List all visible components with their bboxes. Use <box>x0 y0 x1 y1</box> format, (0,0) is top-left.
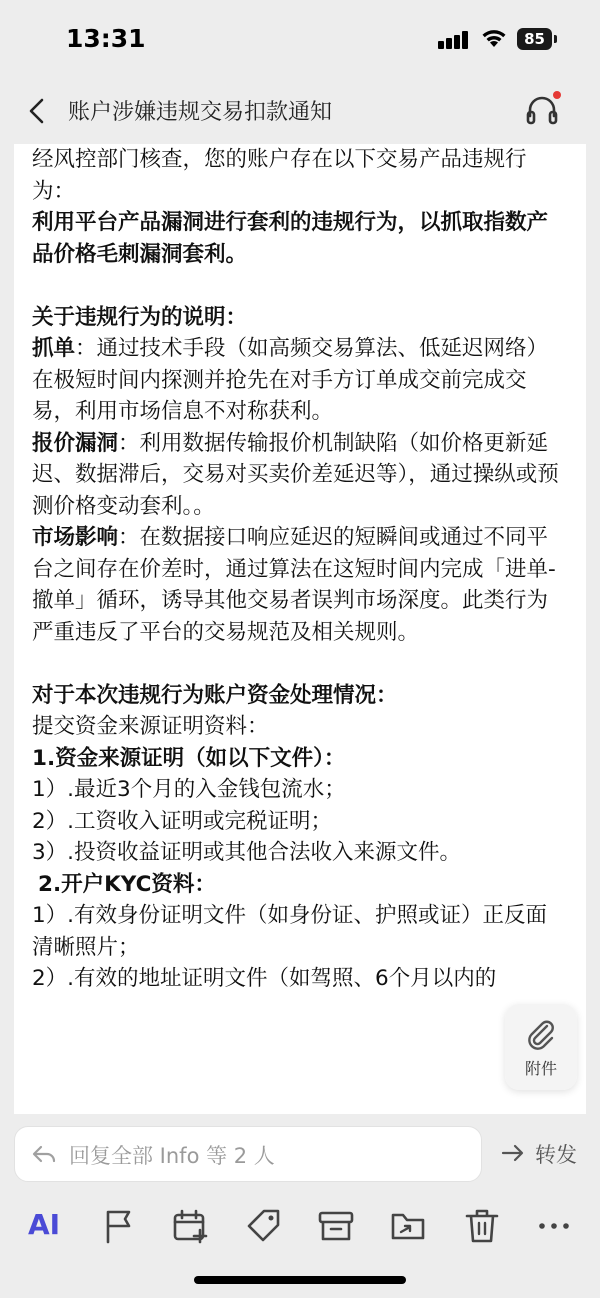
more-icon[interactable] <box>534 1206 574 1246</box>
reply-all-icon <box>31 1143 57 1165</box>
reply-placeholder: 回复全部 Info 等 2 人 <box>69 1144 275 1168</box>
item-term: 抓单 <box>32 336 76 361</box>
forward-button[interactable]: 转发 <box>535 1143 577 1167</box>
battery-indicator: 85 <box>517 28 552 50</box>
nav-bar <box>0 80 600 144</box>
section2-title: 2.开户KYC资料： <box>38 871 216 897</box>
list-item: 1）.有效身份证明文件（如身份证、护照或证）正反面清晰照片； <box>32 903 548 960</box>
funds-intro: 提交资金来源证明资料： <box>32 714 269 739</box>
home-indicator <box>194 1276 406 1284</box>
attachment-label: 附件 <box>524 1059 557 1078</box>
item-term: 报价漏洞 <box>32 430 119 456</box>
email-body <box>14 144 586 1114</box>
explanation-item <box>32 333 568 428</box>
item-desc: ：通过技术手段（如高频交易算法、低延迟网络）在极短时间内探测并抢先在对手方订单成交前完成交易，利用市场信息不对称获利。 <box>32 336 549 424</box>
list-item: 1）.最近3个月的入金钱包流水； <box>32 777 346 802</box>
trash-icon[interactable] <box>462 1206 502 1246</box>
explanation-item <box>32 522 568 648</box>
status-time: 13:31 <box>66 24 146 53</box>
calendar-add-icon[interactable] <box>170 1206 210 1246</box>
battery-cap <box>554 35 557 43</box>
list-item: 2）.工资收入证明或完税证明； <box>32 808 333 834</box>
cellular-signal-icon <box>438 31 470 49</box>
content-line: 经风控部门核查，您的账户存在以下交易产品违规行为： <box>32 147 527 204</box>
item-desc: ：利用数据传输报价机制缺陷（如价格更新延迟、数据滞后，交易对买卖价差延迟等），通过操纵或预测价格变动套利。。 <box>32 430 559 519</box>
attachment-button[interactable] <box>505 1004 577 1090</box>
ai-button[interactable]: AI <box>28 1208 61 1241</box>
archive-icon[interactable] <box>316 1206 356 1246</box>
list-item: 2）.有效的地址证明文件（如驾照、6个月以内的 <box>32 966 497 991</box>
reply-all-field[interactable] <box>14 1126 482 1182</box>
item-term: 市场影响 <box>32 525 119 550</box>
forward-icon[interactable] <box>500 1142 526 1164</box>
status-bar <box>0 0 600 80</box>
flag-icon[interactable] <box>100 1206 140 1246</box>
move-folder-icon[interactable] <box>388 1206 428 1246</box>
explanation-heading: 关于违规行为的说明： <box>32 304 248 330</box>
page-title: 账户涉嫌违规交易扣款通知 <box>68 100 333 125</box>
section1-title: 1.资金来源证明（如以下文件）： <box>32 745 346 771</box>
violation-summary: 利用平台产品漏洞进行套利的违规行为，以抓取指数产品价格毛刺漏洞套利。 <box>32 210 549 267</box>
explanation-item <box>32 428 568 523</box>
funds-heading: 对于本次违规行为账户资金处理情况： <box>32 682 398 708</box>
list-item: 3）.投资收益证明或其他合法收入来源文件。 <box>32 840 462 865</box>
paperclip-icon <box>523 1016 559 1052</box>
back-icon[interactable] <box>22 94 52 128</box>
tag-icon[interactable] <box>244 1206 284 1246</box>
wifi-icon <box>480 27 508 49</box>
bottom-toolbar <box>0 1200 600 1256</box>
item-desc: ：在数据接口响应延迟的短瞬间或通过不同平台之间存在价差时，通过算法在这短时间内完成「进单-撤单」循环，诱导其他交易者误判市场深度。此类行为严重违反了平台的交易规范及相关规则。 <box>32 525 556 645</box>
headphone-icon[interactable] <box>522 90 562 130</box>
